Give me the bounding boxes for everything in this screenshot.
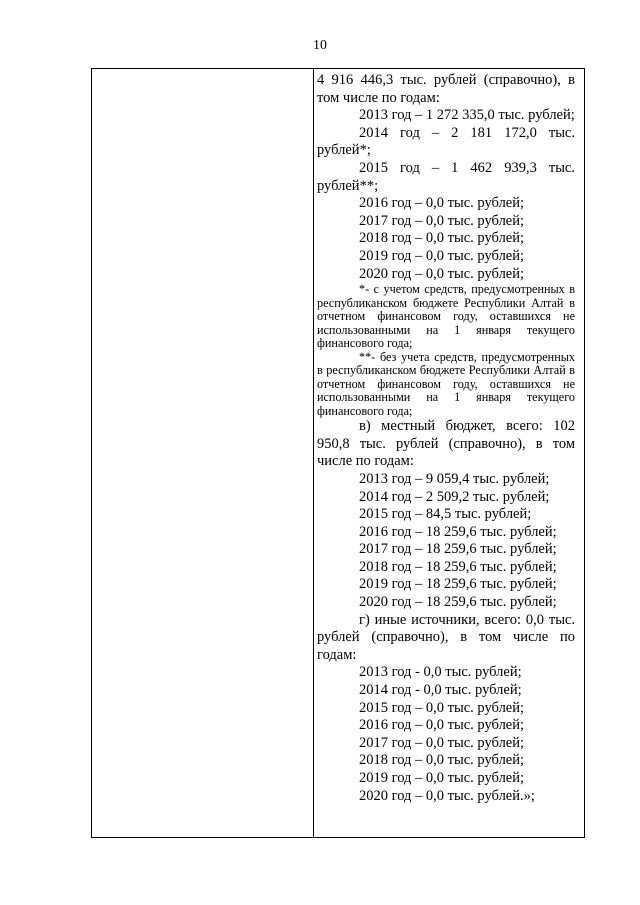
- funding-text-cell: [317, 72, 575, 805]
- funding-line: 2013 год - 0,0 тыс. рублей;: [359, 664, 522, 681]
- funding-line: 2016 год – 18 259,6 тыс. рублей;: [359, 523, 557, 540]
- funding-line: *- с учетом средств, предусмотренных в республиканском бюджете Республики Алтай в отчетном финансовом году, оставшихся не использованными на 1 января текущего финансового года;: [317, 282, 575, 351]
- funding-line: 2019 год – 18 259,6 тыс. рублей;: [359, 576, 557, 593]
- funding-line: 2019 год – 0,0 тыс. рублей;: [359, 770, 525, 786]
- funding-line: 2016 год – 0,0 тыс. рублей;: [359, 195, 525, 212]
- funding-line: г) иные источники, всего: 0,0 тыс. рублей (справочно), в том числе по годам:: [317, 611, 575, 663]
- funding-line: 2013 год – 1 272 335,0 тыс. рублей;: [359, 107, 575, 124]
- funding-line: 2019 год – 0,0 тыс. рублей;: [359, 247, 525, 264]
- column-divider: [313, 69, 314, 837]
- funding-line: 2018 год – 0,0 тыс. рублей;: [359, 752, 525, 769]
- funding-line: 2016 год – 0,0 тыс. рублей;: [359, 717, 525, 734]
- funding-line: 2014 год – 2 181 172,0 тыс. рублей*;: [317, 124, 575, 159]
- funding-line: 2018 год – 18 259,6 тыс. рублей;: [359, 558, 557, 575]
- funding-line: 2017 год – 0,0 тыс. рублей;: [359, 212, 525, 229]
- funding-line: 2014 год - 0,0 тыс. рублей;: [359, 682, 522, 699]
- funding-line: 4 916 446,3 тыс. рублей (справочно), в том числе по годам:: [317, 72, 575, 106]
- program-table: [91, 68, 585, 838]
- funding-line: 2020 год – 18 259,6 тыс. рублей;: [359, 594, 557, 611]
- funding-line: **- без учета средств, предусмотренных в республиканском бюджете Республики Алтай в отчетном финансовом году, оставшихся не использованными на 1 января текущего финансового года;: [317, 349, 575, 418]
- funding-line: 2013 год – 9 059,4 тыс. рублей;: [359, 470, 550, 487]
- funding-line: 2017 год – 18 259,6 тыс. рублей;: [359, 541, 557, 558]
- funding-line: 2020 год – 0,0 тыс. рублей.»;: [359, 787, 535, 804]
- funding-line: 2020 год – 0,0 тыс. рублей;: [359, 265, 525, 282]
- funding-line: 2015 год – 1 462 939,3 тыс. рублей**;: [317, 159, 575, 194]
- funding-line: 2014 год – 2 509,2 тыс. рублей;: [359, 488, 550, 505]
- page-number: 10: [313, 38, 327, 53]
- funding-line: 2015 год – 84,5 тыс. рублей;: [359, 506, 532, 523]
- funding-line: 2018 год – 0,0 тыс. рублей;: [359, 230, 525, 247]
- funding-line: 2015 год – 0,0 тыс. рублей;: [359, 699, 525, 716]
- funding-line: 2017 год – 0,0 тыс. рублей;: [359, 734, 525, 751]
- funding-line: в) местный бюджет, всего: 102 950,8 тыс. рублей (справочно), в том числе по годам:: [317, 418, 575, 470]
